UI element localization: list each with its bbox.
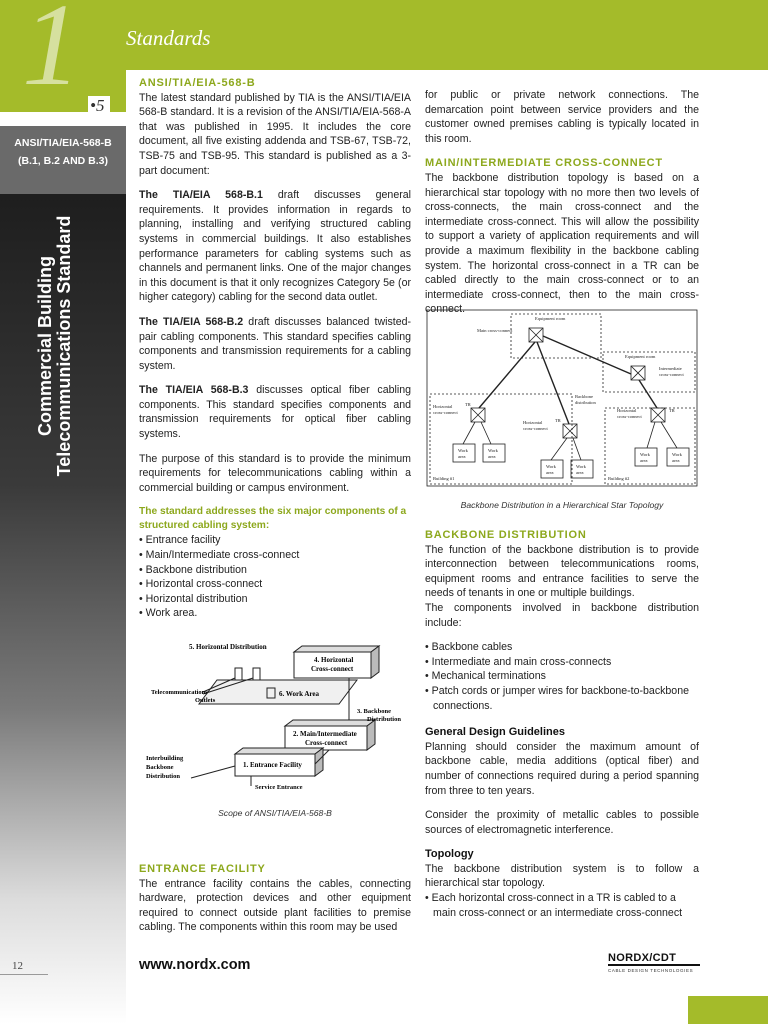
section-label-line2: (B.1, B.2 AND B.3) xyxy=(17,155,109,167)
interbuilding-line xyxy=(191,766,235,778)
page-number-rule xyxy=(0,974,48,975)
b3-paragraph xyxy=(139,383,411,441)
horiz-1a xyxy=(463,422,475,444)
building-1-label: Building #1 xyxy=(433,476,455,481)
work-area-label-2: area xyxy=(546,470,554,475)
mcc-box-top xyxy=(285,720,375,726)
horizontal-cc-label: Horizontal xyxy=(617,408,637,413)
tr-label: TR xyxy=(465,402,471,407)
backbone-link-4 xyxy=(639,380,657,408)
work-area-label-2: area xyxy=(640,458,648,463)
horiz-2a xyxy=(551,438,567,460)
tr-label: TR xyxy=(669,408,675,413)
telecom-outlets-label: Telecommunications xyxy=(151,689,208,696)
backbone-label: Backbone xyxy=(575,394,593,399)
logo-subtext: CABLE DESIGN TECHNOLOGIES xyxy=(608,968,694,973)
purpose-paragraph: The purpose of this standard is to provide the minimum requirements for telecommunications cabling within a commercial building or campus environment. xyxy=(139,452,411,494)
header-band xyxy=(126,0,768,70)
building-2-outline xyxy=(605,408,695,484)
work-area-label-2: area xyxy=(576,470,584,475)
b2-text: draft discusses balanced twisted-pair cabling components. This standard specifies cabling components and transmission requirements for a cabling system. xyxy=(139,315,412,372)
intermediate-cc-label: Intermediate xyxy=(659,366,682,371)
equipment-room-label-2: Equipment room xyxy=(625,354,656,359)
work-area-label-2: area xyxy=(672,458,680,463)
backbone-link-1 xyxy=(479,342,535,408)
entrance-paragraph: The entrance facility contains the cables, connecting hardware, protection devices and other equipment required to connect outside plant facilities to premise cabling. The components within this room may be used xyxy=(139,877,411,934)
left-column xyxy=(139,76,411,629)
components-list xyxy=(139,533,411,621)
main-cc-paragraph: The backbone distribution topology is based on a hierarchical star topology with no more then two levels of cross-connects, the main cross-connect and the intermediate cross-connect. This will allow the possibility to support a variety of application requirements and will provide a maximum flexibility in the backbone cabling system. The horizontal cross-connect in a TR can be cabled directly to the main cross-connect or to an intermediate cross-connect, then to the main cross-connect. xyxy=(425,171,699,316)
list-item: • Horizontal distribution xyxy=(139,592,411,607)
work-area-label: Work xyxy=(640,452,650,457)
work-area-label: 6. Work Area xyxy=(279,690,319,698)
work-area-box xyxy=(453,444,475,462)
horizontal-cc-label-2: cross-connect xyxy=(433,410,458,415)
hcc-label-2: Cross-connect xyxy=(311,665,354,673)
list-item: • Patch cords or jumper wires for backbone-to-backbone connections. xyxy=(425,684,699,713)
work-area-box xyxy=(635,448,657,466)
work-area-box xyxy=(483,444,505,462)
horiz-3a xyxy=(647,422,655,448)
list-item: • Each horizontal cross-connect in a TR is cabled to a main cross-connect or an intermediate cross-connect xyxy=(425,891,699,920)
chapter-sidebar xyxy=(0,0,126,1024)
backbone-label-2: Distribution xyxy=(367,716,401,723)
topology-paragraph: The backbone distribution system is to follow a hierarchical star topology. xyxy=(425,862,699,890)
right-column-bottom xyxy=(425,528,699,928)
mcc-label: 2. Main/Intermediate xyxy=(293,730,357,738)
list-item: • Backbone distribution xyxy=(139,563,411,578)
horizontal-cc-label-2: cross-connect xyxy=(617,414,642,419)
website-link[interactable]: www.nordx.com xyxy=(139,957,251,973)
work-area-label-2: area xyxy=(488,454,496,459)
b1-title: The TIA/EIA 568-B.1 xyxy=(139,189,263,202)
vertical-title-line1: Commercial Building xyxy=(35,255,55,437)
work-area-label: Work xyxy=(488,448,498,453)
entrance-label: 1. Entrance Facility xyxy=(243,761,302,769)
horizontal-cc-label-2: cross-connect xyxy=(523,426,548,431)
backbone-label: 3. Backbone xyxy=(357,708,391,715)
main-cc-label: Main cross-connect xyxy=(477,328,513,333)
interbuilding-label-3: Distribution xyxy=(146,773,180,780)
main-cc-heading: MAIN/INTERMEDIATE CROSS-CONNECT xyxy=(425,157,663,170)
b2-title: The TIA/EIA 568-B.2 xyxy=(139,315,244,328)
list-item: • Work area. xyxy=(139,606,411,621)
b2-paragraph xyxy=(139,315,411,373)
backbone-link-2 xyxy=(537,342,569,424)
horizontal-distribution-label: 5. Horizontal Distribution xyxy=(189,643,267,651)
topology-list xyxy=(425,891,699,920)
backbone-paragraph: The function of the backbone distribution is to provide interconnection between telecommunications rooms, equipment rooms and entrance facilities to serve the needs of tenants in one or multiple buildings. xyxy=(425,543,699,600)
work-area-label: Work xyxy=(458,448,468,453)
interbuilding-label-2: Backbone xyxy=(146,764,174,771)
horiz-1b xyxy=(481,422,491,444)
backbone-topology-diagram xyxy=(425,308,700,488)
outlet-2 xyxy=(253,668,260,680)
service-entrance-label: Service Entrance xyxy=(255,784,303,791)
backbone-components-list xyxy=(425,640,699,713)
horiz-3b xyxy=(661,422,677,448)
section-label-line1: ANSI/TIA/EIA-568-B xyxy=(14,137,112,149)
components-heading: The standard addresses the six major components of a structured cabling system: xyxy=(139,506,407,532)
intermediate-cc-label-2: cross-connect xyxy=(659,372,684,377)
continued-paragraph: for public or private network connections. The demarcation point between service providers and the customer owned premises cabling is typically located in this room. xyxy=(425,89,699,145)
b1-text: draft discusses general requirements. It provides information in regards to planning, installing and verifying structured cabling systems in commercial buildings. It also establishes performance parameters for cabling systems such as channels and permanent links. One of the major changes in this document is that it only recognizes Category 5e (or higher category) cabling for the second data outlet. xyxy=(139,189,411,304)
corner-tab xyxy=(688,996,768,1024)
outlet-1 xyxy=(235,668,242,680)
vertical-title-line2: Telecommunications Standard xyxy=(54,215,74,477)
logo-text: NORDX/CDT xyxy=(608,952,700,966)
list-item: • Mechanical terminations xyxy=(425,669,699,684)
building-2-label: Building #2 xyxy=(608,476,630,481)
mcc-box-side xyxy=(367,720,375,750)
section-heading-ansi: ANSI/TIA/EIA-568-B xyxy=(139,77,256,89)
work-area-label-2: area xyxy=(458,454,466,459)
list-item: • Backbone cables xyxy=(425,640,699,655)
horizontal-cc-label: Horizontal xyxy=(433,404,453,409)
b3-text: discusses optical fiber cabling components. This standard specifies components and transmission requirements for optical fiber cabling systems. xyxy=(139,384,412,441)
b3-title: The TIA/EIA 568-B.3 xyxy=(139,384,249,397)
intro-paragraph: The latest standard published by TIA is the ANSI/TIA/EIA 568-B standard. It is a revision of the ANSI/TIA/EIA-568-A that was published in 1995. It includes the core document, all five existing addenda and TSB-67, TSB-72, TSB-75 and TSB-95. This standard is published as a 3-part document: xyxy=(139,91,411,177)
list-item: • Intermediate and main cross-connects xyxy=(425,655,699,670)
list-item: • Main/Intermediate cross-connect xyxy=(139,548,411,563)
backbone-caption: Backbone Distribution in a Hierarchical Star Topology xyxy=(460,500,664,510)
telecom-outlets-label-2: Outlets xyxy=(195,697,216,704)
backbone-link-3 xyxy=(543,336,631,374)
horiz-2b xyxy=(573,438,581,460)
guidelines-paragraph-1: Planning should consider the maximum amount of backbone cable, media additions (optical fiber) and number of connections required during a period spanning from three to ten years. xyxy=(425,740,699,797)
backbone-heading: BACKBONE DISTRIBUTION xyxy=(425,529,587,541)
b1-paragraph xyxy=(139,188,411,305)
guidelines-paragraph-2: Consider the proximity of metallic cables to possible sources of electromagnetic interference. xyxy=(425,809,699,836)
backbone-label-2: distribution xyxy=(575,400,596,405)
work-area-label: Work xyxy=(672,452,682,457)
topology-heading: Topology xyxy=(425,848,474,861)
horizontal-cc-label: Horizontal xyxy=(523,420,543,425)
scope-diagram xyxy=(139,638,411,798)
equipment-room-label: Equipment room xyxy=(535,316,566,321)
guidelines-heading: General Design Guidelines xyxy=(425,726,565,739)
list-item: • Entrance facility xyxy=(139,533,411,548)
chapter-number: 1 xyxy=(22,0,81,110)
page-number: 12 xyxy=(12,960,23,972)
interbuilding-label: Interbuilding xyxy=(146,755,184,762)
work-area-box xyxy=(571,460,593,478)
hcc-box-side xyxy=(371,646,379,678)
nordx-logo xyxy=(608,952,700,974)
scope-caption: Scope of ANSI/TIA/EIA-568-B xyxy=(218,808,332,818)
vertical-chapter-title xyxy=(36,166,74,526)
entrance-heading: ENTRANCE FACILITY xyxy=(139,863,266,875)
entrance-section xyxy=(139,862,411,945)
work-area-label: Work xyxy=(546,464,556,469)
mcc-label-2: Cross-connect xyxy=(305,739,348,747)
hcc-label: 4. Horizontal xyxy=(314,656,354,664)
work-area-box xyxy=(667,448,689,466)
right-column-top xyxy=(425,88,699,327)
ef-box-top xyxy=(235,748,323,754)
page-title: Standards xyxy=(126,26,211,50)
backbone-components-intro: The components involved in backbone distribution include: xyxy=(425,601,699,629)
work-area-box xyxy=(541,460,563,478)
work-area-label: Work xyxy=(576,464,586,469)
hcc-box-top xyxy=(294,646,379,652)
list-item: • Horizontal cross-connect xyxy=(139,577,411,592)
section-number: •5 xyxy=(88,96,110,116)
tr-label: TR xyxy=(555,418,561,423)
